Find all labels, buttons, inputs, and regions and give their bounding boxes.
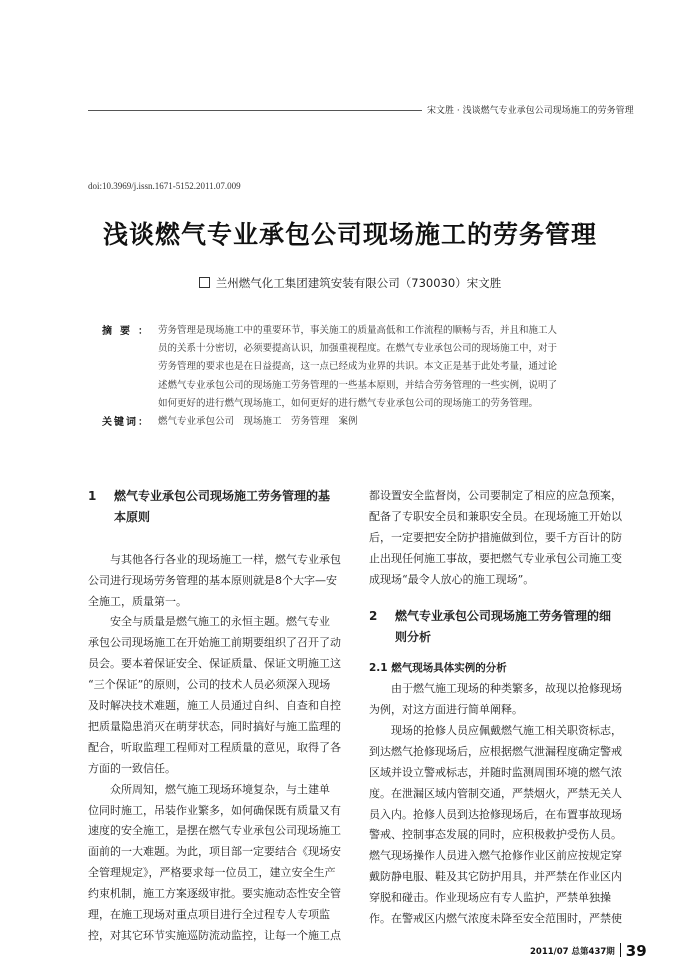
body-line: 承包公司现场施工在开始施工前期要组织了召开了动 [88,636,341,650]
body-line: 到达燃气抢修现场后，应根据燃气泄漏程度确定警戒 [369,744,622,758]
section-2-number: 2 [369,609,378,624]
body-line: 公司进行现场劳务管理的基本原则就是8个大字—安 [88,573,337,587]
abstract-label: 摘要： [102,326,156,337]
body-line: 由于燃气施工现场的种类繁多，故现以抢修现场 [391,682,622,696]
body-line: 控，对其它环节实施巡防流动监控，让每一个施工点 [88,928,341,942]
abstract-line: 员的关系十分密切，必须要提高认识，加强重视程度。在燃气专业承包公司的现场施工中，对于 [158,343,558,355]
body-line: 全管理规定》，严格要求每一位员工，建立安全生产 [88,866,336,880]
issue-info: 2011/07 总第437期 [530,947,615,957]
body-line: 作。在警戒区内燃气浓度未降至安全范围时，严禁使 [369,911,622,925]
body-line: 度。在泄漏区域内管制交通，严禁烟火，严禁无关人 [369,786,622,800]
body-line: 安全与质量是燃气施工的永恒主题。燃气专业 [110,615,330,629]
article-title: 浅谈燃气专业承包公司现场施工的劳务管理 [102,220,597,249]
body-line: 员入内。抢修人员到达抢修现场后，在布置事故现场 [369,807,622,821]
running-header: 宋文胜 · 浅谈燃气专业承包公司现场施工的劳务管理 [427,106,634,116]
body-line: 区域并设立警戒标志，并随时监测周围环境的燃气浓 [369,765,622,779]
section-1-title [114,486,330,528]
section-2-title-line: 则分析 [395,630,432,645]
body-line: 为例，对这方面进行简单阐释。 [369,703,523,717]
body-line: 配备了专职安全员和兼职安全员。在现场施工开始以 [369,509,622,523]
body-line: 方面的一致信任。 [88,761,176,775]
body-line: 燃气现场操作人员进入燃气抢修作业区前应按规定穿 [369,849,622,863]
square-bullet-icon [199,277,210,288]
body-line: 众所周知，燃气施工现场环境复杂，与土建单 [110,782,330,796]
section-2-title [395,606,611,648]
keywords-body [158,413,630,431]
keywords-label: 关键词： [102,417,150,428]
body-line: 员会。要本着保证安全、保证质量、保证文明施工这 [88,657,341,671]
abstract-line: 劳务管理的要求也是在日益提高，这一点已经成为业界的共识。本文正是基于此处考量，通过论 [158,361,558,373]
body-line: 与其他各行各业的现场施工一样，燃气专业承包 [110,552,341,566]
header-rule [88,110,422,111]
body-line: 后，一定要把安全防护措施做到位，要千方百计的防 [369,530,622,544]
abstract-line: 述燃气专业承包公司的现场施工劳务管理的一些基本原则，并结合劳务管理的一些实例，说明了 [158,379,558,391]
abstract-line: 如何更好的进行燃气现场施工，如何更好的进行燃气专业承包公司的现场施工的劳务管理。 [158,397,539,409]
abstract-body [158,322,630,413]
body-line: 都设置安全监督岗，公司要制定了相应的应急预案， [369,489,622,502]
section-1-number: 1 [88,489,97,503]
body-line: 穿脱和碰击。作业现场应有专人监护，严禁单独操 [369,891,611,905]
section-2-heading [369,606,635,648]
body-line: 位同时施工，吊装作业繁多，如何确保既有质量又有 [88,803,341,817]
body-line: 把质量隐患消灭在萌芽状态，同时搞好与施工监理的 [88,719,341,733]
subsection-2-1-heading: 2.1 燃气现场具体实例的分析 [369,662,507,675]
body-line: 现场的抢修人员应佩戴燃气施工相关职资标志， [391,723,622,737]
body-line: 面前的一大难题。为此，项目部一定要结合《现场安 [88,845,341,859]
section-1-title-line: 本原则 [114,509,151,524]
body-line: 及时解决技术难题，施工人员通过自纠、自查和自控 [88,699,341,713]
body-line: 戴防静电服、鞋及其它防护用具，并严禁在作业区内 [369,870,622,884]
body-line: “三个保证”的原则，公司的技术人员必须深入现场 [88,678,331,692]
keywords-text: 燃气专业承包公司 现场施工 劳务管理 案例 [158,416,358,427]
body-line: 理，在施工现场对重点项目进行全过程专人专项监 [88,907,330,921]
section-2-title-line: 燃气专业承包公司现场施工劳务管理的细 [395,609,612,624]
author-line [0,275,700,291]
body-line: 警戒、控制事态发展的同时，应积极救护受伤人员。 [369,828,622,842]
section-1-heading [88,486,350,528]
author-text: 兰州燃气化工集团建筑安装有限公司（730030）宋文胜 [215,276,502,290]
section-1-title-line: 燃气专业承包公司现场施工劳务管理的基 [114,489,331,503]
page-footer [530,942,647,960]
body-line: 配合，听取监理工程师对工程质量的意见，取得了各 [88,740,341,754]
body-line: 止出现任何施工事故，要把燃气专业承包公司施工变 [369,551,622,565]
right-column [369,486,635,930]
body-line: 成现场“最令人放心的施工现场”。 [369,572,535,586]
footer-divider [620,943,621,957]
body-line: 全施工，质量第一。 [88,594,187,608]
left-column [88,486,350,947]
doi: doi:10.3969/j.issn.1671-5152.2011.07.009 [88,181,241,191]
page-number: 39 [625,942,647,960]
abstract-line: 劳务管理是现场施工中的重要环节，事关施工的质量高低和工作流程的顺畅与否，并且和施工人 [158,325,558,336]
body-line: 约束机制，施工方案逐级审批。要实施动态性安全管 [88,887,341,901]
body-line: 速度的安全施工，是摆在燃气专业承包公司现场施工 [88,824,341,838]
